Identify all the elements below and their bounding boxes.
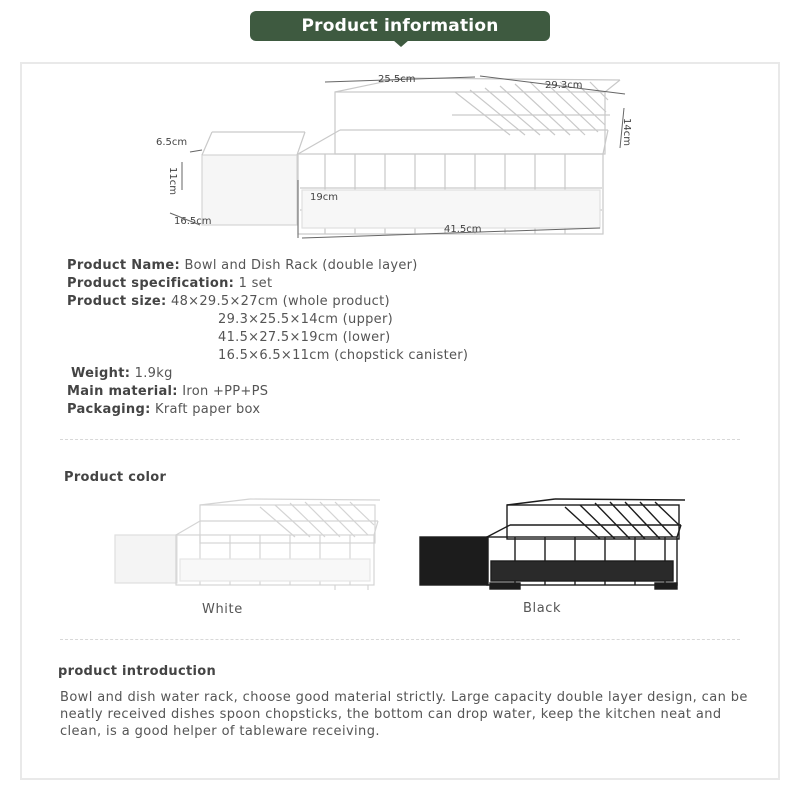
color-label-white: White <box>202 602 243 617</box>
spec-label: Main material: <box>67 384 178 399</box>
color-label-black: Black <box>523 601 562 616</box>
white-rack-image <box>110 497 385 592</box>
canister-height-label: 11cm <box>167 167 178 195</box>
spec-label: Weight: <box>71 366 131 381</box>
spec-product-specification <box>67 275 717 293</box>
spec-label: Product specification: <box>67 276 235 291</box>
black-rack-image <box>415 497 690 592</box>
canister-width-label: 16.5cm <box>174 216 212 227</box>
dimension-diagram <box>140 70 640 245</box>
spec-product-name <box>67 257 717 275</box>
product-introduction-text: Bowl and dish water rack, choose good material strictly. Large capacity double layer design, can be neatly received dishes spoon chopsticks, the bottom can drop water, keep the kitchen neat and clean, is a good helper of tableware receiving. <box>60 690 748 739</box>
section-divider <box>60 439 740 440</box>
upper-depth-label: 29.3cm <box>545 80 583 91</box>
spec-label: Product size: <box>67 294 167 309</box>
spec-product-size <box>67 293 717 311</box>
banner-pointer <box>393 40 409 47</box>
spec-value: 41.5×27.5×19cm (lower) <box>218 330 391 345</box>
spec-value: 1.9kg <box>134 366 173 381</box>
spec-value: Kraft paper box <box>155 402 261 417</box>
canister-depth-label: 6.5cm <box>156 137 188 148</box>
spec-value: 16.5×6.5×11cm (chopstick canister) <box>218 348 469 363</box>
banner-title: Product information <box>301 16 499 36</box>
spec-label: Product Name: <box>67 258 180 273</box>
section-divider <box>60 639 740 640</box>
spec-value: 29.3×25.5×14cm (upper) <box>218 312 393 327</box>
section-banner <box>250 11 550 41</box>
spec-value: 48×29.5×27cm (whole product) <box>171 294 390 309</box>
upper-height-label: 14cm <box>621 118 632 146</box>
spec-main-material <box>67 383 717 401</box>
spec-list <box>67 257 717 419</box>
rack-line-drawing <box>140 70 640 245</box>
spec-weight <box>67 365 717 383</box>
upper-width-label: 25.5cm <box>378 74 416 85</box>
spec-value: Bowl and Dish Rack (double layer) <box>184 258 418 273</box>
lower-width-label: 41.5cm <box>444 224 482 235</box>
product-color-title: Product color <box>64 470 167 485</box>
spec-value: Iron +PP+PS <box>182 384 269 399</box>
product-introduction-title: product introduction <box>58 664 217 679</box>
spec-value: 1 set <box>238 276 273 291</box>
spec-packaging <box>67 401 717 419</box>
spec-size-lower <box>67 329 717 347</box>
spec-label: Packaging: <box>67 402 151 417</box>
spec-size-canister <box>67 347 717 365</box>
spec-size-upper <box>67 311 717 329</box>
lower-height-label: 19cm <box>310 192 338 203</box>
